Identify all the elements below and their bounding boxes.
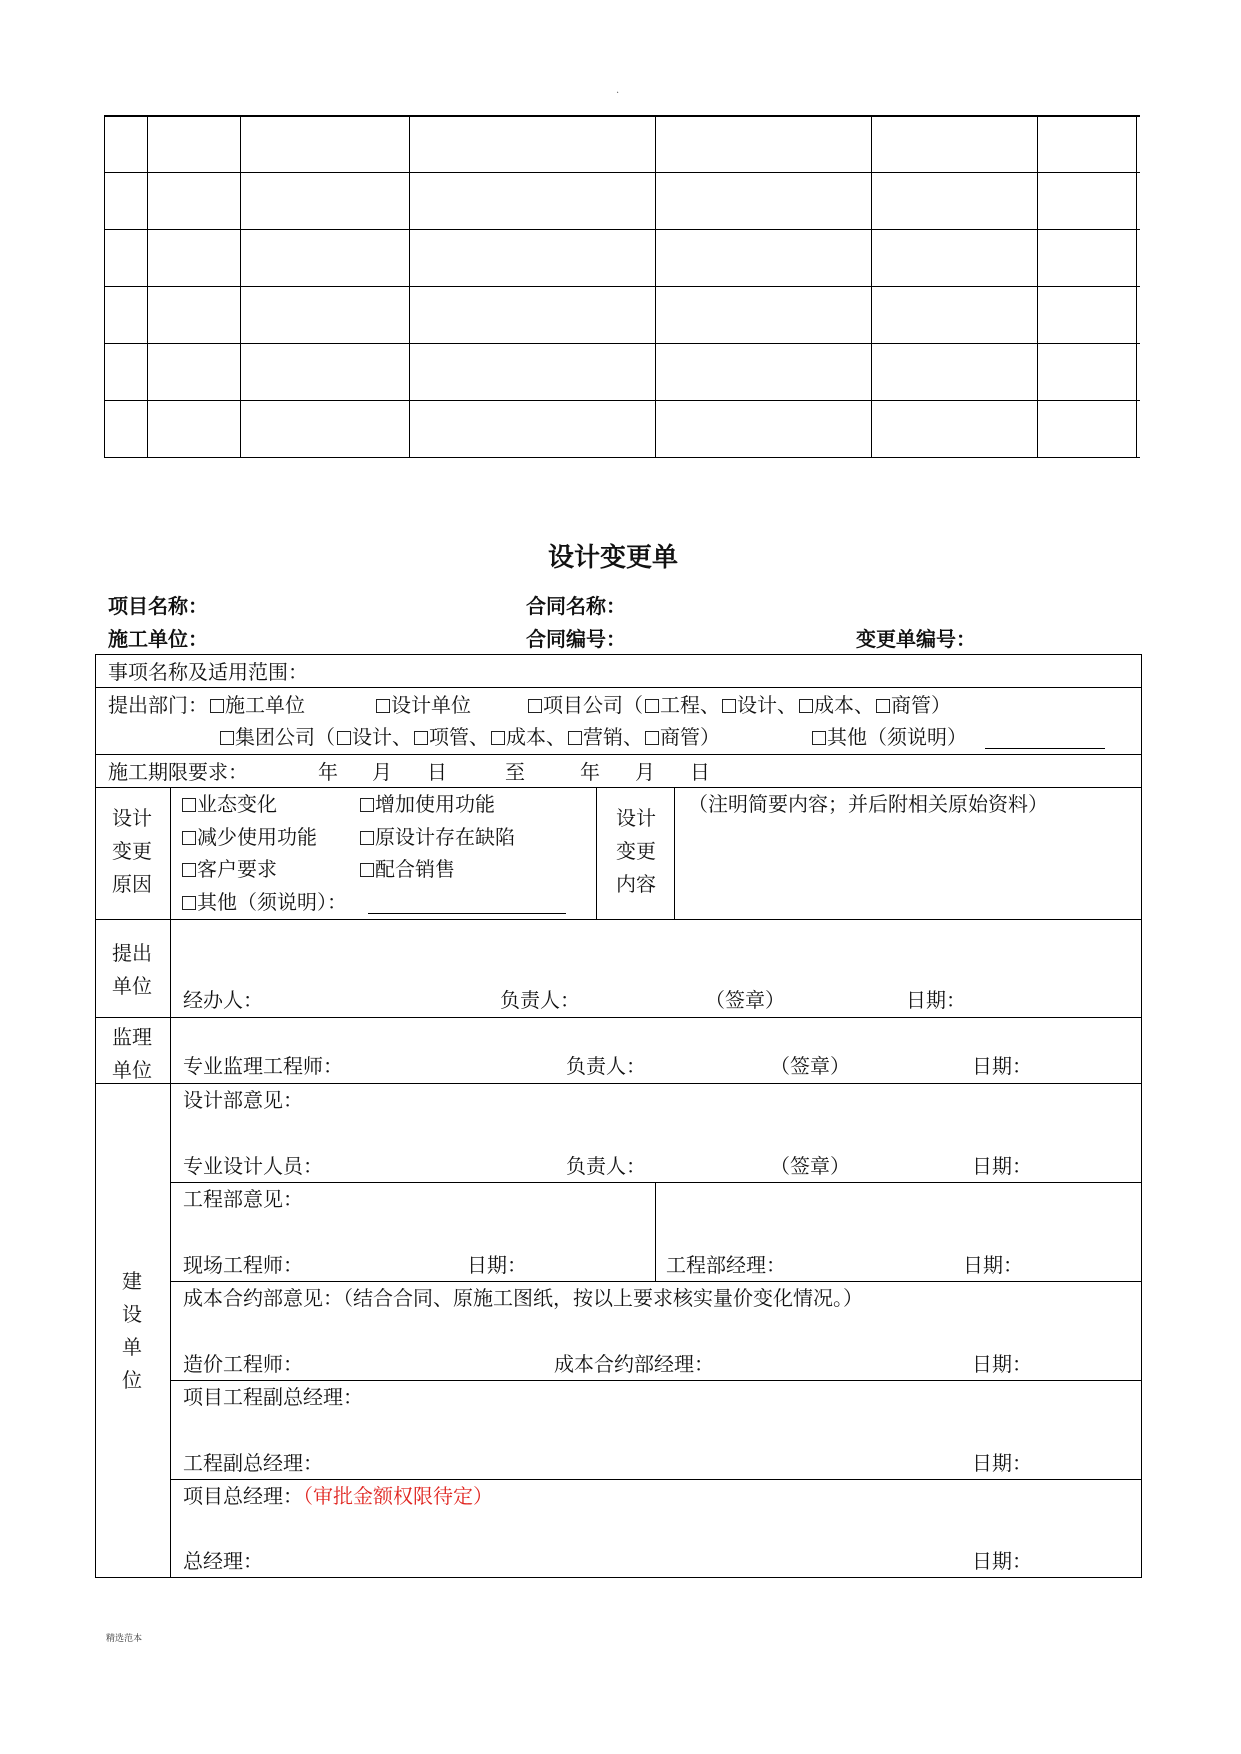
reason-option-4: 原设计存在缺陷 (358, 825, 515, 849)
checkbox-commerce2[interactable] (645, 731, 659, 745)
checkbox-design[interactable] (722, 699, 736, 713)
eng-dept-opinion: 工程部意见： (183, 1187, 303, 1211)
checkbox-marketing[interactable] (568, 731, 582, 745)
reason-option-7: 其他（须说明）： (180, 890, 347, 914)
checkbox-cost2[interactable] (491, 731, 505, 745)
opt-group-company: 集团公司（ (235, 725, 335, 749)
opt-design-unit: 设计单位 (391, 693, 471, 717)
approval-note: （审批金额权限待定） (303, 1484, 493, 1508)
design-staff-label: 专业设计人员： (183, 1154, 323, 1178)
handler-label: 经办人： (183, 988, 263, 1012)
site-engineer-date-label: 日期： (467, 1253, 527, 1277)
period-end-day: 日 (690, 760, 710, 784)
group-company-option (218, 725, 720, 749)
checkbox-reduce-function[interactable] (182, 831, 196, 845)
vp-engineering-date-label: 日期： (972, 1451, 1032, 1475)
checkbox-cost[interactable] (799, 699, 813, 713)
header-mark: . (616, 85, 620, 96)
period-start-month: 月 (372, 760, 392, 784)
proposer-dept-row (108, 693, 305, 717)
change-no-label: 变更单编号： (856, 627, 976, 651)
checkbox-group-company[interactable] (220, 731, 234, 745)
supervisor-unit-label: 监理 单位 (112, 1025, 152, 1082)
period-to: 至 (505, 760, 525, 784)
checkbox-customer-request[interactable] (182, 863, 196, 877)
design-date-label: 日期： (972, 1154, 1032, 1178)
proposer-responsible-label: 负责人： (500, 988, 580, 1012)
other-option (810, 725, 967, 749)
contract-no-label: 合同编号： (526, 627, 626, 651)
reason-option-6: 配合销售 (358, 857, 455, 881)
design-unit-option (374, 693, 471, 717)
supervisor-seal-label: （签章） (770, 1054, 850, 1078)
cost-dept-opinion: 成本合约部意见：（结合合同、原施工图纸，按以上要求核实量价变化情况。） (183, 1286, 863, 1310)
design-dept-opinion: 设计部意见： (183, 1088, 303, 1112)
content-label: 设计 变更 内容 (616, 806, 656, 896)
reason-option-3: 减少使用功能 (180, 825, 317, 849)
proposer-unit-label: 提出 单位 (112, 941, 152, 998)
checkbox-design-unit[interactable] (376, 699, 390, 713)
opt-project-company: 项目公司（ (543, 693, 643, 717)
opt-cost: 成本、 (814, 693, 874, 717)
opt-design: 设计、 (737, 693, 797, 717)
opt-construction-unit: 施工单位 (225, 693, 305, 717)
cost-engineer-label: 造价工程师： (183, 1352, 303, 1376)
reason-label: 设计 变更 原因 (112, 806, 152, 896)
cost-dept-manager-label: 成本合约部经理： (554, 1352, 714, 1376)
eng-dept-manager-label: 工程部经理： (666, 1253, 786, 1277)
checkbox-format-change[interactable] (182, 798, 196, 812)
checkbox-construction-unit[interactable] (210, 699, 224, 713)
checkbox-design-defect[interactable] (360, 831, 374, 845)
contract-name-label: 合同名称： (526, 594, 626, 618)
form-title: 设计变更单 (548, 543, 679, 573)
project-name-label: 项目名称： (108, 594, 208, 618)
supervisor-date-label: 日期： (972, 1054, 1032, 1078)
project-gm-row (183, 1484, 493, 1508)
construction-unit-label: 施工单位： (108, 627, 208, 651)
reason-option-1: 业态变化 (180, 792, 277, 816)
project-gm-label: 项目总经理： (183, 1484, 303, 1508)
period-end-year: 年 (580, 760, 600, 784)
content-note: （注明简要内容；并后附相关原始资料） (688, 792, 1048, 816)
reason-option-2: 增加使用功能 (358, 792, 495, 816)
checkbox-reason-other[interactable] (182, 896, 196, 910)
opt-other: 其他（须说明） (827, 725, 967, 749)
vp-engineering-opinion: 项目工程副总经理： (183, 1385, 363, 1409)
project-company-option (526, 693, 951, 717)
checkbox-project-company[interactable] (528, 699, 542, 713)
opt-engineering: 工程、 (660, 693, 720, 717)
proposer-seal-label: （签章） (705, 988, 785, 1012)
opt-commerce2: 商管） (660, 725, 720, 749)
checkbox-design2[interactable] (337, 731, 351, 745)
proposer-date-label: 日期： (906, 988, 966, 1012)
proposer-dept-label: 提出部门： (108, 693, 208, 717)
site-engineer-label: 现场工程师： (183, 1253, 303, 1277)
checkbox-other[interactable] (812, 731, 826, 745)
owner-unit-label: 建 设 单 位 (122, 1269, 142, 1392)
item-scope-label: 事项名称及适用范围： (108, 660, 308, 684)
gm-label: 总经理： (183, 1549, 263, 1573)
period-start-year: 年 (318, 760, 338, 784)
design-seal-label: （签章） (770, 1154, 850, 1178)
checkbox-engineering[interactable] (645, 699, 659, 713)
period-end-month: 月 (635, 760, 655, 784)
supervisor-responsible-label: 负责人： (566, 1054, 646, 1078)
supervising-engineer-label: 专业监理工程师： (183, 1054, 343, 1078)
checkbox-commerce[interactable] (876, 699, 890, 713)
eng-dept-manager-date-label: 日期： (963, 1253, 1023, 1277)
opt-commerce: 商管） (891, 693, 951, 717)
period-start-day: 日 (427, 760, 447, 784)
gm-date-label: 日期： (972, 1549, 1032, 1573)
reason-option-5: 客户要求 (180, 857, 277, 881)
checkbox-sales-support[interactable] (360, 863, 374, 877)
checkbox-add-function[interactable] (360, 798, 374, 812)
opt-design2: 设计、 (352, 725, 412, 749)
design-responsible-label: 负责人： (566, 1154, 646, 1178)
footer-mark: 精选范本 (106, 1634, 143, 1644)
opt-marketing: 营销、 (583, 725, 643, 749)
cost-date-label: 日期： (972, 1352, 1032, 1376)
opt-cost2: 成本、 (506, 725, 566, 749)
period-label: 施工期限要求： (108, 760, 248, 784)
opt-project-mgmt: 项管、 (429, 725, 489, 749)
reason-other-line[interactable] (368, 913, 566, 914)
checkbox-project-mgmt[interactable] (414, 731, 428, 745)
vp-engineering-label: 工程副总经理： (183, 1451, 323, 1475)
other-explain-line[interactable] (985, 748, 1105, 749)
